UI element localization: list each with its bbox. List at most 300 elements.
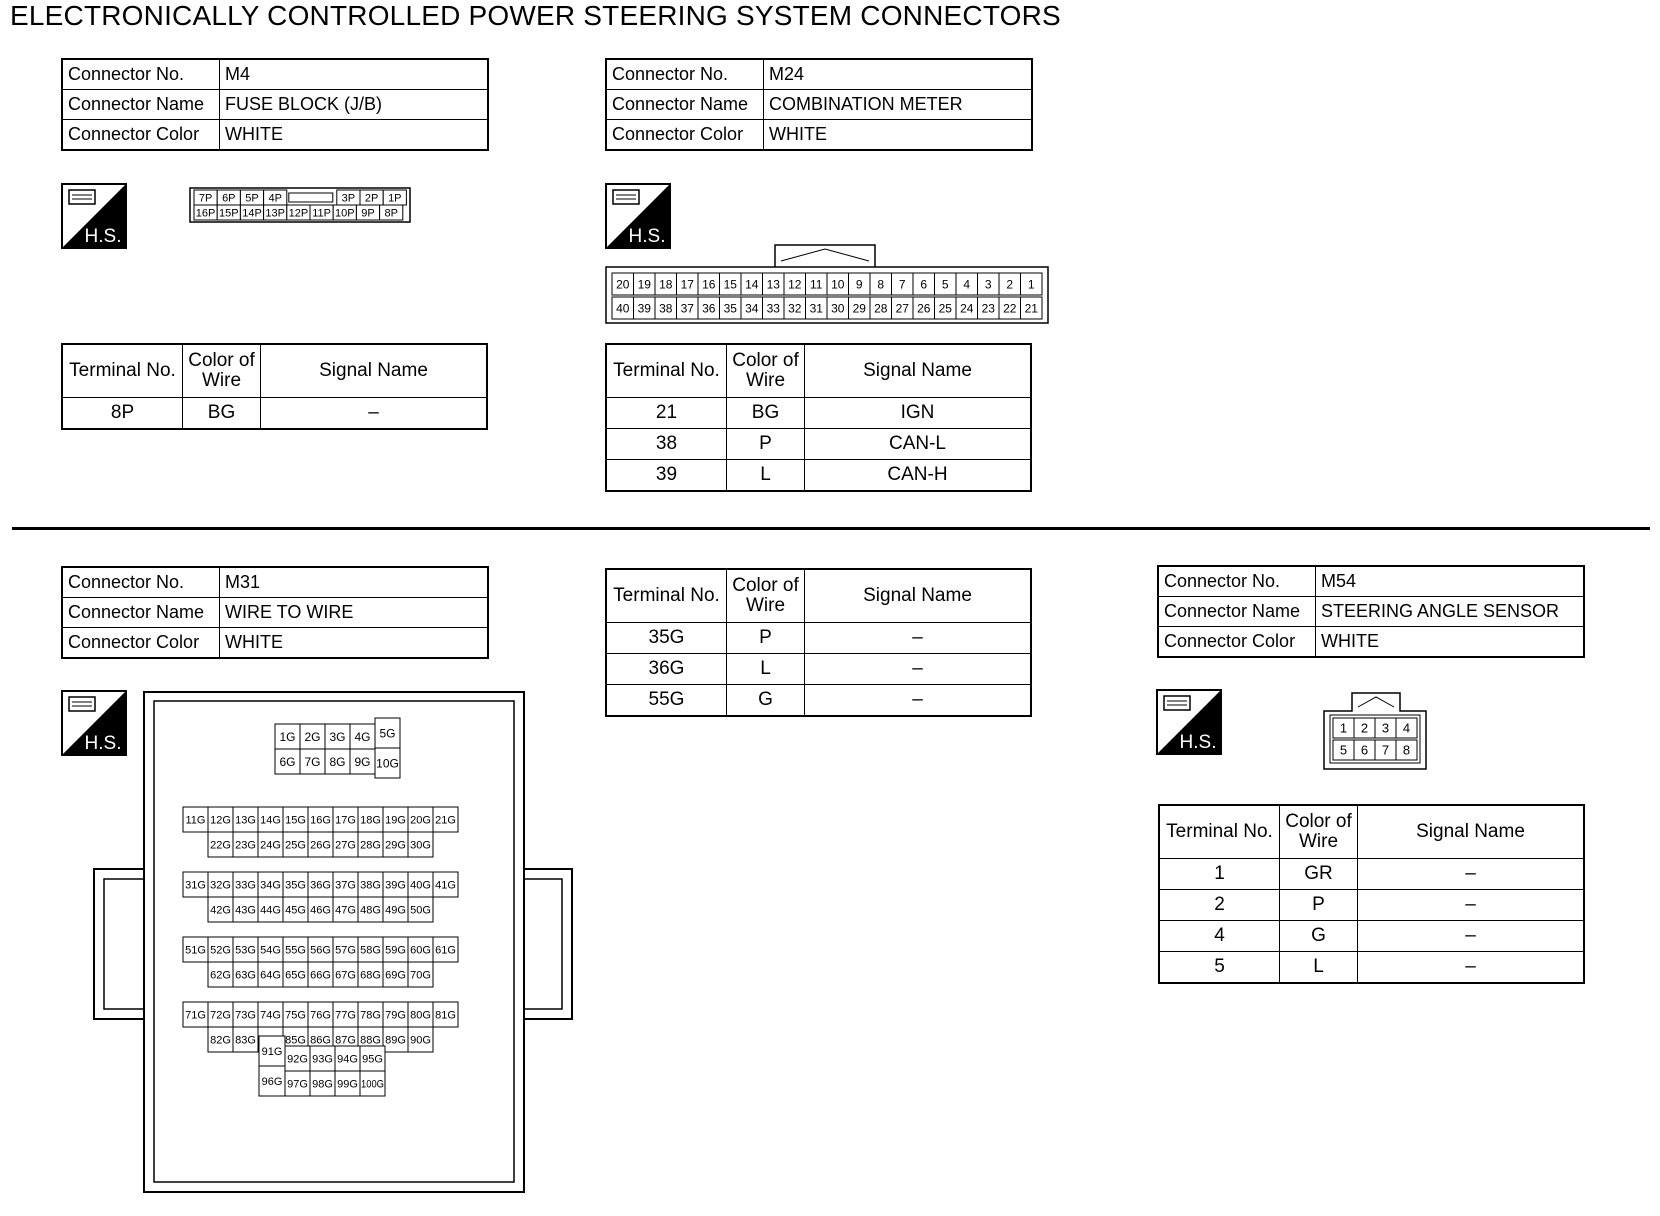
- terminal-no-cell: 38: [606, 429, 727, 460]
- terminal-cavity: [433, 872, 458, 897]
- terminal-cavity: [408, 1002, 433, 1027]
- terminal-number: 83G: [235, 1034, 256, 1047]
- terminal-cavity: [258, 832, 283, 857]
- terminal-cavity: [358, 807, 383, 832]
- terminal-number: 27: [895, 301, 909, 316]
- terminal-cavity: [208, 832, 233, 857]
- terminal-cavity: [333, 962, 358, 987]
- wire-color-cell: GR: [1280, 859, 1358, 890]
- terminal-no-cell: 4: [1159, 921, 1280, 952]
- terminal-cavity: [233, 807, 258, 832]
- label-connector-name: Connector Name: [1158, 597, 1316, 627]
- terminal-cavity: [308, 897, 333, 922]
- terminal-number: 24: [960, 301, 974, 316]
- terminal-number: 16G: [310, 814, 331, 827]
- table-row: [1159, 921, 1584, 952]
- terminal-cavity: [285, 1046, 310, 1071]
- terminal-cavity: [258, 807, 283, 832]
- terminal-number: 25: [938, 301, 952, 316]
- terminal-number: 44G: [260, 904, 281, 917]
- terminal-cavity: [333, 937, 358, 962]
- terminal-cavity: [380, 205, 403, 220]
- terminal-cavity: [217, 190, 240, 205]
- terminal-number: 72G: [210, 1009, 231, 1022]
- terminal-cavity: [784, 297, 806, 319]
- terminal-number: 76G: [310, 1009, 331, 1022]
- terminal-cavity: [892, 297, 914, 319]
- terminal-number: 41G: [435, 879, 456, 892]
- terminal-cavity: [240, 190, 263, 205]
- terminal-number: 15G: [285, 814, 306, 827]
- table-row: [606, 685, 1031, 717]
- signal-name-cell: –: [805, 623, 1032, 654]
- terminal-cavity: [356, 205, 379, 220]
- terminal-cavity: [677, 297, 699, 319]
- terminal-number: 37: [680, 301, 694, 316]
- label-connector-color: Connector Color: [1158, 627, 1316, 658]
- section-divider: [12, 527, 1650, 530]
- terminal-number: 12G: [210, 814, 231, 827]
- terminal-cavity: [655, 273, 677, 295]
- m54-connector-color: WHITE: [1316, 627, 1585, 658]
- terminal-cavity: [741, 297, 763, 319]
- terminal-cavity: [1396, 718, 1417, 738]
- terminal-number: 10P: [335, 207, 355, 220]
- m24-terminal-table: [605, 343, 1032, 492]
- terminal-number: 57G: [335, 944, 356, 957]
- terminal-number: 3: [984, 277, 992, 292]
- signal-name-cell: –: [805, 654, 1032, 685]
- terminal-number: 97G: [287, 1078, 308, 1091]
- terminal-number: 91G: [261, 1045, 283, 1058]
- terminal-number: 32G: [210, 879, 231, 892]
- terminal-number: 53G: [235, 944, 256, 957]
- terminal-number: 6P: [222, 192, 236, 205]
- table-row: [1159, 859, 1584, 890]
- terminal-number: 8G: [329, 754, 346, 769]
- terminal-number: 2P: [364, 192, 379, 205]
- terminal-cavity: [1354, 718, 1375, 738]
- terminal-cavity: [383, 962, 408, 987]
- terminal-cavity: [408, 897, 433, 922]
- terminal-cavity: [698, 273, 720, 295]
- terminal-cavity: [358, 1002, 383, 1027]
- terminal-cavity: [612, 273, 634, 295]
- hs-label: H.S.: [84, 733, 122, 754]
- terminal-cavity: [408, 807, 433, 832]
- terminal-cavity: [408, 1027, 433, 1052]
- header-signal-name: Signal Name: [1358, 805, 1585, 859]
- signal-name-cell: IGN: [805, 398, 1032, 429]
- terminal-cavity: [634, 273, 656, 295]
- terminal-number: 86G: [310, 1034, 331, 1047]
- terminal-number: 4P: [268, 192, 282, 205]
- terminal-cavity: [264, 205, 287, 220]
- terminal-number: 36: [702, 301, 716, 316]
- wire-color-cell: BG: [183, 398, 261, 430]
- terminal-number: 9G: [354, 754, 371, 769]
- terminal-number: 5G: [379, 726, 396, 741]
- terminal-number: 67G: [335, 969, 356, 982]
- terminal-number: 81G: [435, 1009, 456, 1022]
- terminal-no-cell: 5: [1159, 952, 1280, 984]
- terminal-number: 26: [917, 301, 931, 316]
- terminal-number: 65G: [285, 969, 306, 982]
- terminal-cavity: [335, 1046, 360, 1071]
- header-terminal-no: Terminal No.: [606, 344, 727, 398]
- terminal-number: 5: [1339, 742, 1348, 758]
- terminal-cavity: [913, 273, 935, 295]
- terminal-number: 15P: [219, 207, 239, 220]
- terminal-cavity: [264, 190, 287, 205]
- terminal-number: 71G: [185, 1009, 206, 1022]
- terminal-no-cell: 35G: [606, 623, 727, 654]
- terminal-cavity: [258, 937, 283, 962]
- terminal-cavity: [358, 872, 383, 897]
- terminal-cavity: [913, 297, 935, 319]
- terminal-number: 79G: [385, 1009, 406, 1022]
- terminal-cavity: [408, 962, 433, 987]
- terminal-no-cell: 1: [1159, 859, 1280, 890]
- terminal-number: 88G: [360, 1034, 381, 1047]
- terminal-cavity: [333, 1002, 358, 1027]
- terminal-cavity: [287, 205, 310, 220]
- terminal-cavity: [308, 872, 333, 897]
- terminal-number: 8P: [384, 207, 398, 220]
- terminal-number: 7: [1381, 742, 1390, 758]
- m4-connector-name: FUSE BLOCK (J/B): [220, 90, 489, 120]
- terminal-cavity: [655, 297, 677, 319]
- terminal-number: 3G: [329, 729, 346, 744]
- m24-connector-name: COMBINATION METER: [764, 90, 1033, 120]
- terminal-cavity: [283, 807, 308, 832]
- terminal-number: 35G: [285, 879, 306, 892]
- terminal-no-cell: 36G: [606, 654, 727, 685]
- terminal-number: 92G: [287, 1053, 308, 1066]
- header-terminal-no: Terminal No.: [1159, 805, 1280, 859]
- terminal-cavity: [720, 297, 742, 319]
- table-row: [606, 398, 1031, 429]
- terminal-cavity: [358, 832, 383, 857]
- table-row: [606, 623, 1031, 654]
- terminal-cavity: [240, 205, 263, 220]
- terminal-cavity: [308, 937, 333, 962]
- terminal-number: 13G: [235, 814, 256, 827]
- terminal-cavity: [870, 297, 892, 319]
- terminal-number: 10G: [376, 756, 399, 771]
- terminal-number: 6: [1360, 742, 1369, 758]
- signal-name-cell: –: [805, 685, 1032, 717]
- terminal-cavity: [183, 937, 208, 962]
- hs-harness-side-icon: [1156, 689, 1222, 755]
- terminal-number: 9: [855, 277, 863, 292]
- terminal-cavity: [827, 273, 849, 295]
- terminal-cavity: [1375, 718, 1396, 738]
- m54-connector-no: M54: [1316, 566, 1585, 597]
- terminal-number: 99G: [337, 1078, 358, 1091]
- terminal-cavity: [870, 273, 892, 295]
- terminal-number: 37G: [335, 879, 356, 892]
- terminal-no-cell: 39: [606, 460, 727, 492]
- label-connector-name: Connector Name: [606, 90, 764, 120]
- terminal-cavity: [310, 205, 333, 220]
- terminal-number: 90G: [410, 1034, 431, 1047]
- terminal-number: 11: [810, 277, 823, 292]
- terminal-number: 5P: [245, 192, 259, 205]
- terminal-cavity: [383, 1027, 408, 1052]
- terminal-cavity: [1354, 740, 1375, 760]
- terminal-number: 80G: [410, 1009, 431, 1022]
- terminal-cavity: [183, 872, 208, 897]
- terminal-cavity: [698, 297, 720, 319]
- terminal-cavity: [383, 937, 408, 962]
- terminal-cavity: [275, 724, 300, 749]
- terminal-number: 4: [963, 277, 971, 292]
- page-title: ELECTRONICALLY CONTROLLED POWER STEERING SYSTEM CONNECTORS: [10, 0, 1061, 31]
- terminal-cavity: [999, 273, 1021, 295]
- wire-color-cell: P: [727, 623, 805, 654]
- terminal-cavity: [333, 807, 358, 832]
- terminal-cavity: [194, 190, 217, 205]
- terminal-cavity: [333, 832, 358, 857]
- terminal-number: 31: [809, 301, 823, 316]
- terminal-cavity: [433, 937, 458, 962]
- terminal-number: 9P: [361, 207, 375, 220]
- terminal-number: 48G: [360, 904, 381, 917]
- terminal-number: 42G: [210, 904, 231, 917]
- terminal-number: 36G: [310, 879, 331, 892]
- terminal-cavity: [1396, 740, 1417, 760]
- terminal-cavity: [358, 937, 383, 962]
- label-connector-color: Connector Color: [62, 628, 220, 659]
- wire-color-cell: P: [727, 429, 805, 460]
- terminal-number: 23G: [235, 839, 256, 852]
- terminal-number: 46G: [310, 904, 331, 917]
- terminal-number: 73G: [235, 1009, 256, 1022]
- terminal-number: 1: [1027, 277, 1035, 292]
- latch-slot: [289, 193, 333, 202]
- terminal-number: 16: [702, 277, 716, 292]
- terminal-cavity: [806, 297, 828, 319]
- terminal-cavity: [935, 273, 957, 295]
- terminal-number: 2: [1006, 277, 1014, 292]
- terminal-number: 40G: [410, 879, 431, 892]
- m24-connector-no: M24: [764, 59, 1033, 90]
- terminal-number: 6G: [279, 754, 296, 769]
- signal-name-cell: –: [1358, 859, 1585, 890]
- terminal-cavity: [849, 297, 871, 319]
- terminal-number: 47G: [335, 904, 356, 917]
- terminal-cavity: [233, 832, 258, 857]
- terminal-number: 40: [616, 301, 630, 316]
- terminal-cavity: [1021, 273, 1043, 295]
- signal-name-cell: CAN-L: [805, 429, 1032, 460]
- terminal-number: 89G: [385, 1034, 406, 1047]
- m4-terminal-table: [61, 343, 488, 430]
- terminal-cavity: [259, 1036, 285, 1066]
- terminal-number: 28G: [360, 839, 381, 852]
- terminal-cavity: [325, 724, 350, 749]
- header-terminal-no: Terminal No.: [62, 344, 183, 398]
- terminal-cavity: [720, 273, 742, 295]
- terminal-number: 39: [637, 301, 651, 316]
- m4-connector-face: [189, 187, 427, 235]
- terminal-number: 29: [852, 301, 866, 316]
- terminal-number: 82G: [210, 1034, 231, 1047]
- table-row: [606, 654, 1031, 685]
- terminal-cavity: [259, 1066, 285, 1096]
- terminal-number: 6: [920, 277, 928, 292]
- terminal-cavity: [233, 937, 258, 962]
- terminal-cavity: [310, 1046, 335, 1071]
- terminal-number: 13P: [265, 207, 285, 220]
- m54-connector-face: [1322, 689, 1432, 775]
- terminal-cavity: [1333, 740, 1354, 760]
- terminal-number: 28: [874, 301, 888, 316]
- m4-info-table: [61, 58, 489, 151]
- terminal-number: 87G: [335, 1034, 356, 1047]
- terminal-number: 12P: [288, 207, 309, 220]
- terminal-cavity: [258, 962, 283, 987]
- terminal-cavity: [308, 962, 333, 987]
- terminal-cavity: [360, 190, 383, 205]
- terminal-number: 8: [1402, 742, 1411, 758]
- wire-color-cell: G: [1280, 921, 1358, 952]
- terminal-cavity: [978, 297, 1000, 319]
- label-connector-name: Connector Name: [62, 90, 220, 120]
- hs-harness-side-icon: [605, 183, 671, 249]
- terminal-cavity: [433, 807, 458, 832]
- terminal-number: 59G: [385, 944, 406, 957]
- m31-terminal-table: [605, 568, 1032, 717]
- terminal-number: 13: [766, 277, 780, 292]
- terminal-cavity: [634, 297, 656, 319]
- terminal-cavity: [763, 273, 785, 295]
- terminal-cavity: [285, 1071, 310, 1096]
- m31-connector-no: M31: [220, 567, 489, 598]
- m31-connector-name: WIRE TO WIRE: [220, 598, 489, 628]
- terminal-number: 20: [616, 277, 630, 292]
- terminal-number: 54G: [260, 944, 281, 957]
- terminal-number: 7: [898, 277, 906, 292]
- terminal-no-cell: 21: [606, 398, 727, 429]
- terminal-cavity: [233, 1027, 258, 1052]
- terminal-number: 15: [723, 277, 737, 292]
- terminal-cavity: [300, 724, 325, 749]
- m54-connector-name: STEERING ANGLE SENSOR: [1316, 597, 1585, 627]
- terminal-number: 12: [788, 277, 802, 292]
- signal-name-cell: CAN-H: [805, 460, 1032, 492]
- terminal-cavity: [233, 962, 258, 987]
- label-connector-no: Connector No.: [62, 59, 220, 90]
- terminal-cavity: [360, 1046, 385, 1071]
- terminal-cavity: [183, 807, 208, 832]
- terminal-cavity: [358, 962, 383, 987]
- terminal-number: 75G: [285, 1009, 306, 1022]
- hs-harness-side-icon: [61, 183, 127, 249]
- terminal-number: 8: [877, 277, 885, 292]
- header-color-of-wire: Color of Wire: [727, 569, 805, 623]
- terminal-number: 30: [831, 301, 845, 316]
- terminal-number: 45G: [285, 904, 306, 917]
- terminal-cavity: [763, 297, 785, 319]
- terminal-number: 34G: [260, 879, 281, 892]
- m54-terminal-table: [1158, 804, 1585, 984]
- terminal-number: 64G: [260, 969, 281, 982]
- terminal-cavity: [383, 1002, 408, 1027]
- terminal-number: 61G: [435, 944, 456, 957]
- terminal-cavity: [233, 872, 258, 897]
- terminal-number: 34: [745, 301, 759, 316]
- label-connector-no: Connector No.: [606, 59, 764, 90]
- terminal-cavity: [383, 897, 408, 922]
- m4-connector-color: WHITE: [220, 120, 489, 151]
- terminal-number: 26G: [310, 839, 331, 852]
- terminal-number: 69G: [385, 969, 406, 982]
- terminal-cavity: [677, 273, 699, 295]
- terminal-cavity: [283, 832, 308, 857]
- terminal-cavity: [258, 897, 283, 922]
- m54-info-table: [1157, 565, 1585, 658]
- wire-color-cell: P: [1280, 890, 1358, 921]
- table-row: [606, 429, 1031, 460]
- terminal-cavity: [935, 297, 957, 319]
- terminal-number: 5: [941, 277, 949, 292]
- terminal-cavity: [308, 1002, 333, 1027]
- header-signal-name: Signal Name: [805, 569, 1032, 623]
- terminal-cavity: [333, 897, 358, 922]
- signal-name-cell: –: [261, 398, 488, 430]
- terminal-cavity: [333, 205, 356, 220]
- header-signal-name: Signal Name: [261, 344, 488, 398]
- terminal-number: 35: [723, 301, 737, 316]
- terminal-cavity: [310, 1071, 335, 1096]
- terminal-cavity: [350, 724, 375, 749]
- terminal-number: 2: [1360, 720, 1369, 736]
- terminal-number: 11P: [312, 207, 331, 220]
- header-color-of-wire: Color of Wire: [1280, 805, 1358, 859]
- terminal-cavity: [433, 1002, 458, 1027]
- terminal-number: 33: [766, 301, 780, 316]
- terminal-cavity: [283, 872, 308, 897]
- label-connector-color: Connector Color: [62, 120, 220, 151]
- terminal-cavity: [956, 273, 978, 295]
- terminal-number: 7G: [304, 754, 321, 769]
- terminal-number: 78G: [360, 1009, 381, 1022]
- terminal-number: 4G: [354, 729, 371, 744]
- terminal-cavity: [308, 807, 333, 832]
- terminal-cavity: [208, 872, 233, 897]
- label-connector-no: Connector No.: [1158, 566, 1316, 597]
- terminal-number: 94G: [337, 1053, 358, 1066]
- terminal-no-cell: 8P: [62, 398, 183, 430]
- terminal-number: 77G: [335, 1009, 356, 1022]
- m31-connector-color: WHITE: [220, 628, 489, 659]
- terminal-cavity: [849, 273, 871, 295]
- terminal-number: 74G: [260, 1009, 281, 1022]
- table-row: [62, 398, 487, 430]
- terminal-number: 96G: [261, 1075, 283, 1088]
- wire-color-cell: G: [727, 685, 805, 717]
- signal-name-cell: –: [1358, 890, 1585, 921]
- terminal-number: 1G: [279, 729, 296, 744]
- terminal-number: 10: [831, 277, 845, 292]
- terminal-cavity: [283, 962, 308, 987]
- terminal-number: 4: [1402, 720, 1411, 736]
- table-row: [1159, 890, 1584, 921]
- terminal-number: 60G: [410, 944, 431, 957]
- terminal-number: 100G: [361, 1078, 384, 1091]
